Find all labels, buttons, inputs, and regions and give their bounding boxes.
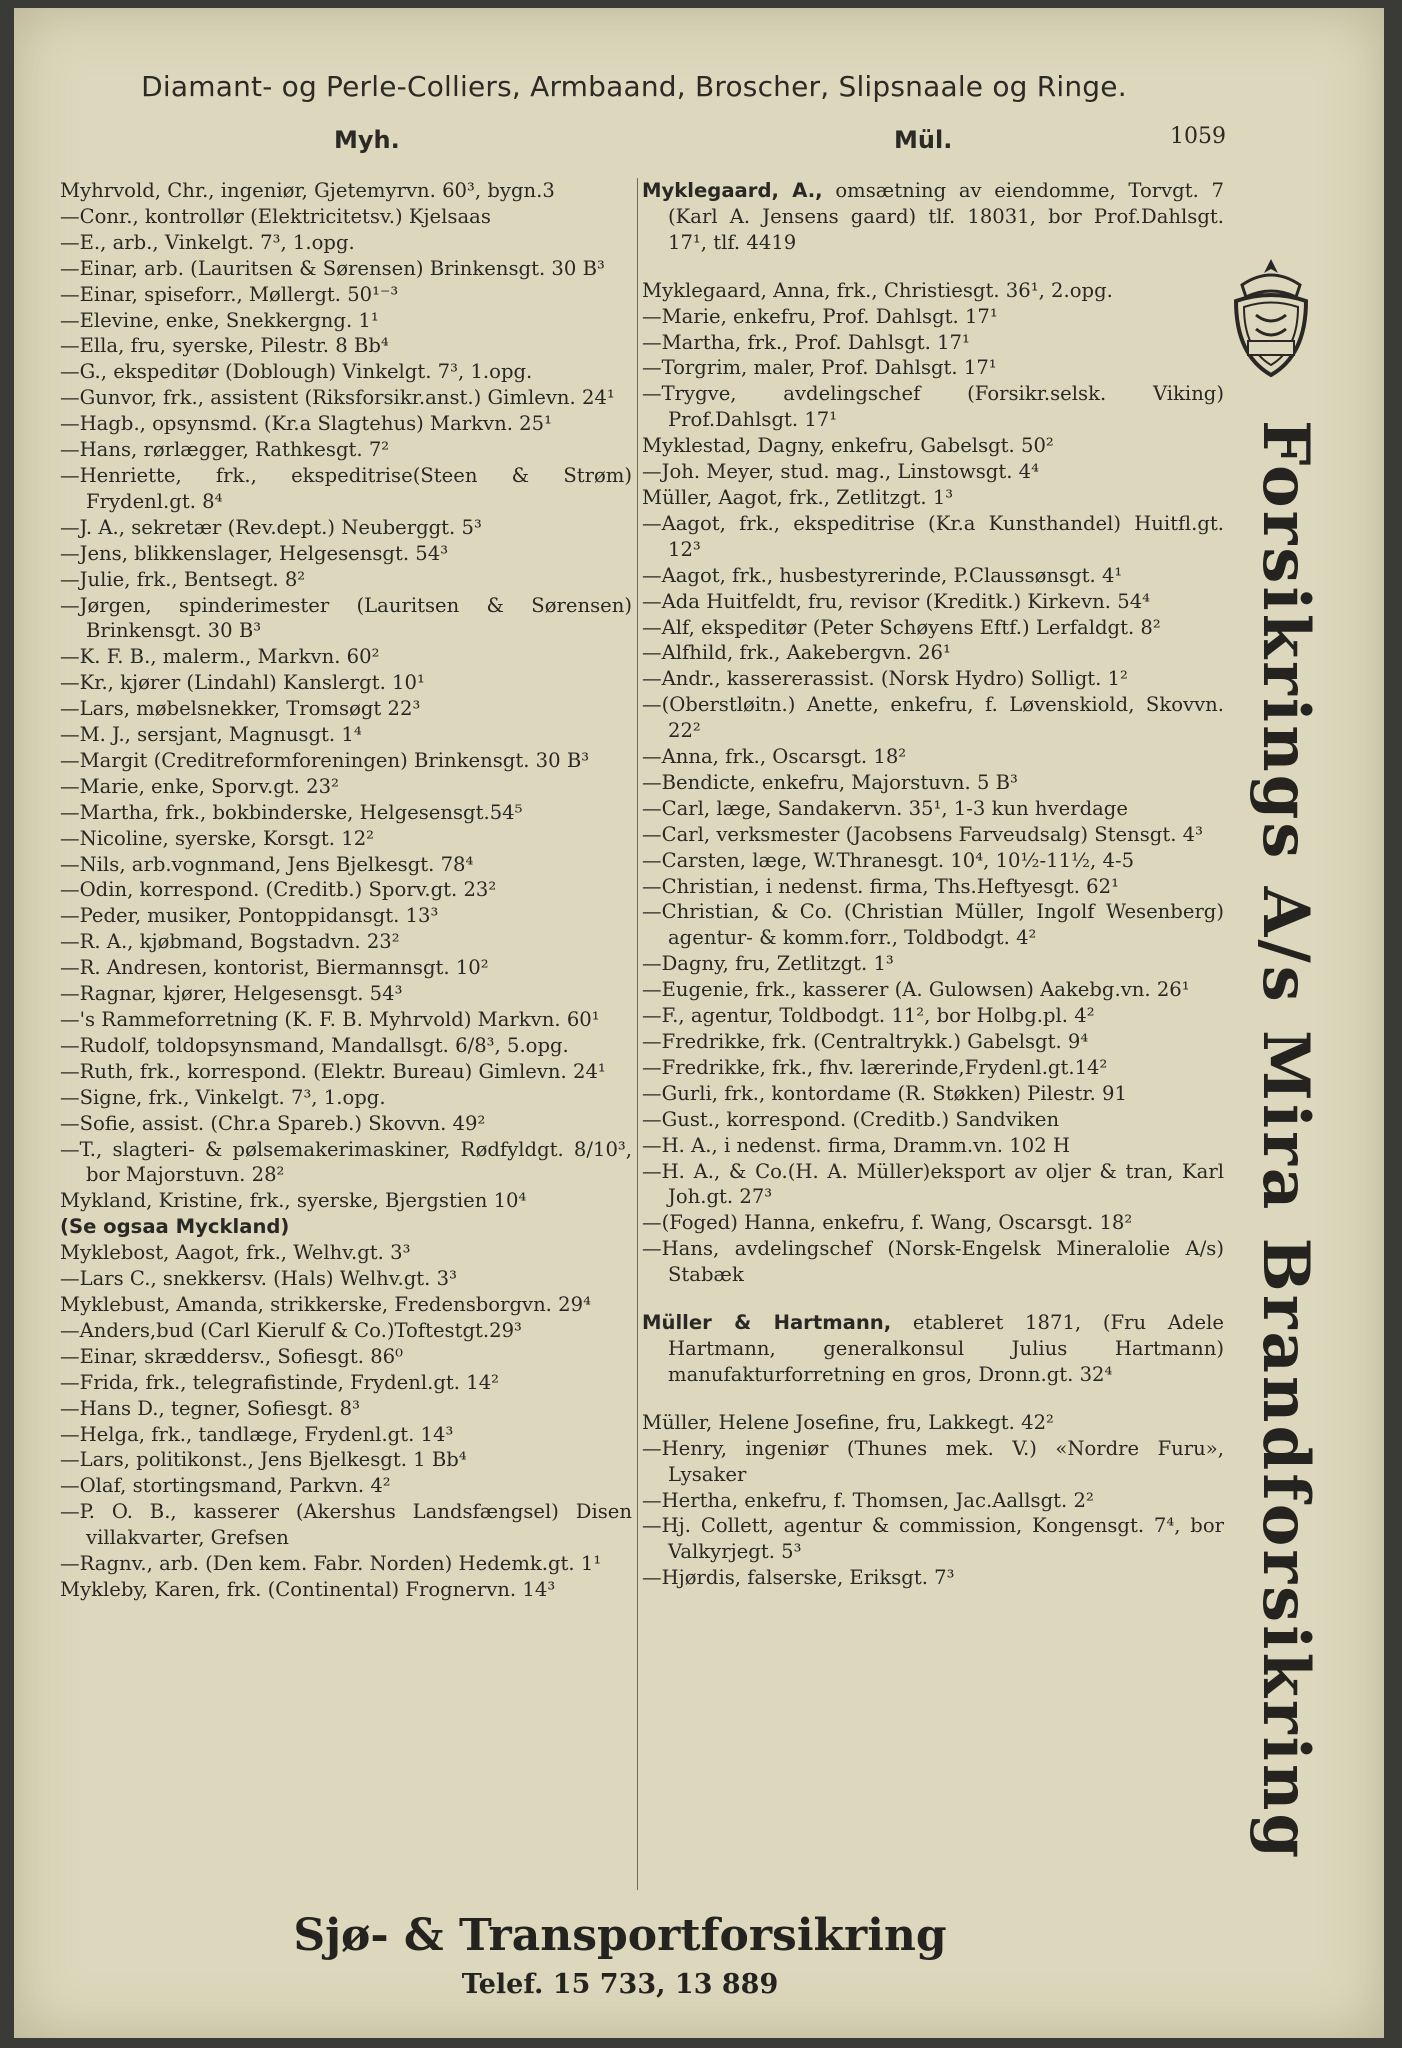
- entry-text: —Hans D., tegner, Sofiesgt. 8³: [60, 1396, 360, 1420]
- entry-text: —Einar, arb. (Lauritsen & Sørensen) Brinkensgt. 30 B³: [60, 256, 605, 280]
- directory-entry: [642, 770, 1224, 796]
- column-divider: [637, 178, 638, 1890]
- entry-text: —H. A., i nedenst. firma, Dramm.vn. 102 H: [642, 1133, 1070, 1157]
- directory-entry: [60, 1447, 632, 1473]
- directory-entry: [642, 355, 1224, 381]
- directory-entry: [60, 903, 632, 929]
- entry-text: Mykland, Kristine, frk., syerske, Bjergstien 10⁴: [60, 1189, 527, 1213]
- directory-entry: [642, 796, 1224, 822]
- entry-text: —Carsten, læge, W.Thranesgt. 10⁴, 10½-11½, 4-5: [642, 848, 1135, 872]
- directory-entry: [642, 330, 1224, 356]
- directory-entry: [60, 955, 632, 981]
- directory-entry: [60, 1370, 632, 1396]
- entry-text: —H. A., & Co.(H. A. Müller)eksport av oljer & tran, Karl Joh.gt. 27³: [642, 1159, 1224, 1209]
- entry-text: —Aagot, frk., husbestyrerinde, P.Claussønsgt. 4¹: [642, 563, 1123, 587]
- entry-text: —Trygve, avdelingschef (Forsikr.selsk. Viking) Prof.Dahlsgt. 17¹: [642, 382, 1224, 432]
- entry-text: —(Foged) Hanna, enkefru, f. Wang, Oscarsgt. 18²: [642, 1211, 1133, 1235]
- directory-entry: [60, 515, 632, 541]
- entry-text: —Carl, læge, Sandakervn. 35¹, 1-3 kun hverdage: [642, 796, 1128, 820]
- directory-entry: [642, 899, 1224, 951]
- entry-text: —Einar, skræddersv., Sofiesgt. 86⁰: [60, 1344, 403, 1368]
- entry-text: —Lars C., snekkersv. (Hals) Welhv.gt. 3³: [60, 1267, 457, 1291]
- directory-entry: [642, 744, 1224, 770]
- entry-lead: Myklegaard, A.,: [642, 179, 823, 202]
- directory-entry: [60, 437, 632, 463]
- entry-text: —'s Rammeforretning (K. F. B. Myhrvold) Markvn. 60¹: [60, 1008, 600, 1031]
- entry-text: —Martha, frk., Prof. Dahlsgt. 17¹: [642, 330, 970, 354]
- mira-seal-logo: [1222, 255, 1320, 381]
- directory-entry: [60, 230, 632, 256]
- entry-text: —Christian, i nedenst. firma, Ths.Heftyesgt. 62¹: [642, 874, 1119, 898]
- directory-entry: [642, 1159, 1224, 1211]
- directory-entry: [642, 1310, 1224, 1388]
- directory-entry: [60, 1007, 632, 1033]
- directory-entry: [60, 1292, 632, 1318]
- entry-text: —Carl, verksmester (Jacobsens Farveudsalg) Stensgt. 4³: [642, 822, 1203, 846]
- directory-entry: [60, 981, 632, 1007]
- directory-entry: [60, 1473, 632, 1499]
- directory-entry: [60, 852, 632, 878]
- directory-entry: [642, 615, 1224, 641]
- directory-entry: [642, 1003, 1224, 1029]
- entry-text: —Signe, frk., Vinkelgt. 7³, 1.opg.: [60, 1085, 386, 1109]
- bottom-ad-title: Sjø- & Transportforsikring: [293, 1910, 947, 1961]
- directory-entry: [642, 1210, 1224, 1236]
- entry-text: Myklegaard, Anna, frk., Christiesgt. 36¹, 2.opg.: [642, 278, 1113, 302]
- entry-text: —Hans, rørlægger, Rathkesgt. 7²: [60, 438, 390, 462]
- directory-entry: [60, 411, 632, 437]
- entry-text: —Marie, enkefru, Prof. Dahlsgt. 17¹: [642, 304, 998, 328]
- entry-text: —Peder, musiker, Pontoppidansgt. 13³: [60, 904, 439, 928]
- directory-entry: [642, 278, 1224, 304]
- entry-text: —Torgrim, maler, Prof. Dahlsgt. 17¹: [642, 356, 997, 380]
- entry-text: —T., slagteri- & pølsemakerimaskiner, Rødfyldgt. 8/10³, bor Majorstuvn. 28²: [60, 1137, 632, 1187]
- bottom-insurance-ad: [0, 1910, 1240, 2000]
- directory-entry: [60, 826, 632, 852]
- directory-entry: [60, 1318, 632, 1344]
- directory-entry: [642, 589, 1224, 615]
- entry-text: —Gunvor, frk., assistent (Riksforsikr.anst.) Gimlevn. 24¹: [60, 386, 615, 410]
- directory-entry: [642, 874, 1224, 900]
- entry-text: —Hagb., opsynsmd. (Kr.a Slagtehus) Markvn. 25¹: [60, 412, 552, 436]
- directory-entry: [60, 1422, 632, 1448]
- directory-entry: [60, 204, 632, 230]
- entry-text: —E., arb., Vinkelgt. 7³, 1.opg.: [60, 230, 355, 254]
- directory-entry: [642, 1513, 1224, 1565]
- entry-text: —Sofie, assist. (Chr.a Spareb.) Skovvn. 49²: [60, 1111, 486, 1135]
- entry-text: —F., agentur, Toldbodgt. 11², bor Holbg.pl. 4²: [642, 1004, 1095, 1028]
- entry-text: —Alfhild, frk., Aakebergvn. 26¹: [642, 641, 951, 665]
- right-guide-word: Mül.: [894, 126, 953, 154]
- entry-text: —Hertha, enkefru, f. Thomsen, Jac.Aallsgt. 2²: [642, 1488, 1094, 1512]
- directory-entry: [60, 1551, 632, 1577]
- directory-entry: [642, 640, 1224, 666]
- right-column: [642, 178, 1224, 1591]
- directory-entry: [60, 463, 632, 515]
- side-insurance-ad: Forsikrings A/s Mira Brandforsikring: [1248, 420, 1323, 1862]
- bottom-ad-phone: Telef. 15 733, 13 889: [461, 1969, 779, 2000]
- entry-text: —Bendicte, enkefru, Majorstuvn. 5 B³: [642, 770, 1018, 794]
- directory-entry: [60, 774, 632, 800]
- directory-entry: [60, 1499, 632, 1551]
- entry-text: Müller, Aagot, frk., Zetlitzgt. 1³: [642, 485, 954, 509]
- entry-text: —Marie, enke, Sporv.gt. 23²: [60, 774, 339, 798]
- entry-text: Myklebost, Aagot, frk., Welhv.gt. 3³: [60, 1241, 411, 1265]
- left-column: [60, 178, 632, 1603]
- directory-entry: [60, 333, 632, 359]
- directory-entry: [60, 722, 632, 748]
- directory-entry: [60, 567, 632, 593]
- directory-entry: [60, 1059, 632, 1085]
- entry-lead: Müller & Hartmann,: [642, 1311, 892, 1335]
- directory-entry: [60, 1396, 632, 1422]
- entry-text: —Christian, & Co. (Christian Müller, Ingolf Wesenberg) agentur- & komm.forr., Toldbodgt. 4²: [642, 900, 1224, 950]
- directory-entry: [60, 644, 632, 670]
- directory-entry: [642, 977, 1224, 1003]
- directory-entry: [642, 178, 1224, 256]
- directory-entry: [642, 304, 1224, 330]
- directory-entry: [60, 256, 632, 282]
- entry-text: —Anna, frk., Oscarsgt. 18²: [642, 745, 907, 769]
- entry-text: —Nicoline, syerske, Korsgt. 12²: [60, 826, 375, 850]
- entry-text: —Kr., kjører (Lindahl) Kanslergt. 10¹: [60, 671, 425, 695]
- entry-text: —Rudolf, toldopsynsmand, Mandallsgt. 6/8³, 5.opg.: [60, 1033, 569, 1057]
- entry-text: Myhrvold, Chr., ingeniør, Gjetemyrvn. 60³, bygn.3: [60, 179, 555, 202]
- top-banner-ad: Diamant- og Perle-Colliers, Armbaand, Broscher, Slipsnaale og Ringe.: [141, 70, 1127, 103]
- entry-text: —Julie, frk., Bentsegt. 8²: [60, 567, 306, 591]
- directory-entry: [60, 1266, 632, 1292]
- directory-entry: [60, 385, 632, 411]
- entry-text: etableret 1871, (Fru Adele Hartmann, generalkonsul Julius Hartmann) manufakturforretning en gros, Dronn.gt. 32⁴: [668, 1311, 1224, 1386]
- directory-entry: [60, 178, 632, 204]
- directory-entry: [642, 1565, 1224, 1591]
- entry-text: Myklebust, Amanda, strikkerske, Fredensborgvn. 29⁴: [60, 1292, 591, 1316]
- entry-text: —Ragnv., arb. (Den kem. Fabr. Norden) Hedemk.gt. 1¹: [60, 1552, 602, 1576]
- entry-text: Mykleby, Karen, frk. (Continental) Frognervn. 14³: [60, 1577, 556, 1601]
- entry-text: —Martha, frk., bokbinderske, Helgesensgt.54⁵: [60, 800, 523, 824]
- page-number: 1059: [1170, 124, 1226, 149]
- entry-text: —Hans, avdelingschef (Norsk-Engelsk Mineralolie A/s) Stabæk: [642, 1237, 1224, 1287]
- directory-entry: [60, 670, 632, 696]
- directory-entry: [642, 1133, 1224, 1159]
- entry-text: —Jørgen, spinderimester (Lauritsen & Sørensen) Brinkensgt. 30 B³: [60, 593, 632, 643]
- entry-text: (Se ogsaa Myckland): [60, 1215, 290, 1239]
- directory-entry: [642, 848, 1224, 874]
- directory-entry: [60, 1137, 632, 1189]
- entry-text: —Ragnar, kjører, Helgesensgt. 54³: [60, 982, 403, 1006]
- entry-text: —Andr., kassererassist. (Norsk Hydro) Solligt. 1²: [642, 667, 1128, 691]
- entry-text: —Hj. Collett, agentur & commission, Kongensgt. 7⁴, bor Valkyrjegt. 5³: [642, 1514, 1224, 1564]
- entry-text: —Einar, spiseforr., Møllergt. 50¹⁻³: [60, 282, 399, 306]
- directory-entry: [642, 563, 1224, 589]
- directory-entry: [60, 877, 632, 903]
- directory-entry: [60, 541, 632, 567]
- directory-entry: [642, 666, 1224, 692]
- left-guide-word: Myh.: [334, 126, 400, 154]
- entry-text: —Margit (Creditreformforeningen) Brinkensgt. 30 B³: [60, 748, 590, 772]
- directory-entry: [642, 1029, 1224, 1055]
- entry-text: —Helga, frk., tandlæge, Frydenl.gt. 14³: [60, 1422, 454, 1446]
- directory-entry: [642, 1488, 1224, 1514]
- entry-text: —(Oberstløitn.) Anette, enkefru, f. Løvenskiold, Skovvn. 22²: [642, 693, 1224, 743]
- entry-text: —R. Andresen, kontorist, Biermannsgt. 10²: [60, 956, 489, 980]
- entry-text: —Frida, frk., telegrafistinde, Frydenl.gt. 14²: [60, 1370, 500, 1394]
- entry-text: —P. O. B., kasserer (Akershus Landsfængsel) Disen villakvarter, Grefsen: [60, 1500, 632, 1550]
- directory-entry: [60, 1033, 632, 1059]
- entry-text: omsætning av eiendomme, Torvgt. 7 (Karl A. Jensens gaard) tlf. 18031, bor Prof.Dahlsgt. 17¹, tlf. 4419: [668, 179, 1225, 254]
- directory-entry: [60, 282, 632, 308]
- entry-text: —Odin, korrespond. (Creditb.) Sporv.gt. 23²: [60, 878, 497, 902]
- entry-text: —Olaf, stortingsmand, Parkvn. 4²: [60, 1474, 391, 1498]
- directory-entry: [60, 359, 632, 385]
- entry-text: —Hjørdis, falserske, Eriksgt. 7³: [642, 1566, 955, 1590]
- entry-text: —Lars, møbelsnekker, Tromsøgt 22³: [60, 697, 421, 721]
- directory-entry: [642, 433, 1224, 459]
- entry-text: —Alf, ekspeditør (Peter Schøyens Eftf.) Lerfaldgt. 8²: [642, 615, 1161, 639]
- entry-text: —Conr., kontrollør (Elektricitetsv.) Kjelsaas: [60, 204, 491, 228]
- entry-text: —M. J., sersjant, Magnusgt. 1⁴: [60, 723, 362, 747]
- entry-text: —Jens, blikkenslager, Helgesensgt. 54³: [60, 541, 449, 565]
- entry-text: —Ella, fru, syerske, Pilestr. 8 Bb⁴: [60, 334, 389, 358]
- directory-entry: [60, 1577, 632, 1603]
- directory-entry: [642, 459, 1224, 485]
- directory-entry: [642, 381, 1224, 433]
- directory-entry: [60, 1085, 632, 1111]
- entry-text: —Henry, ingeniør (Thunes mek. V.) «Nordre Furu», Lysaker: [642, 1436, 1224, 1486]
- directory-entry: [60, 1111, 632, 1137]
- directory-entry: [642, 1081, 1224, 1107]
- entry-text: —Dagny, fru, Zetlitzgt. 1³: [642, 952, 894, 976]
- entry-text: —Ruth, frk., korrespond. (Elektr. Bureau) Gimlevn. 24¹: [60, 1059, 606, 1083]
- directory-entry: [642, 511, 1224, 563]
- directory-entry: [60, 696, 632, 722]
- directory-entry: [60, 1214, 632, 1240]
- directory-entry: [60, 1188, 632, 1214]
- directory-entry: [60, 748, 632, 774]
- directory-entry: [642, 692, 1224, 744]
- entry-text: —Fredrikke, frk., fhv. lærerinde,Frydenl.gt.14²: [642, 1055, 1108, 1079]
- entry-text: —Eugenie, frk., kasserer (A. Gulowsen) Aakebg.vn. 26¹: [642, 978, 1190, 1002]
- entry-text: —Ada Huitfeldt, fru, revisor (Kreditk.) Kirkevn. 54⁴: [642, 589, 1151, 613]
- entry-text: —K. F. B., malerm., Markvn. 60²: [60, 645, 380, 669]
- directory-entry: [60, 308, 632, 334]
- entry-text: —Lars, politikonst., Jens Bjelkesgt. 1 Bb⁴: [60, 1448, 467, 1472]
- entry-text: —Elevine, enke, Snekkergng. 1¹: [60, 308, 379, 332]
- entry-text: Müller, Helene Josefine, fru, Lakkegt. 42²: [642, 1410, 1054, 1434]
- directory-entry: [642, 951, 1224, 977]
- entry-text: —G., ekspeditør (Doblough) Vinkelgt. 7³, 1.opg.: [60, 360, 533, 384]
- directory-entry: [60, 1240, 632, 1266]
- directory-entry: [642, 485, 1224, 511]
- entry-text: —Fredrikke, frk. (Centraltrykk.) Gabelsgt. 9⁴: [642, 1030, 1089, 1053]
- entry-text: —Joh. Meyer, stud. mag., Linstowsgt. 4⁴: [642, 460, 1039, 484]
- directory-entry: [642, 1436, 1224, 1488]
- entry-text: —J. A., sekretær (Rev.dept.) Neuberggt. 5³: [60, 515, 482, 539]
- directory-entry: [60, 800, 632, 826]
- entry-text: —Anders,bud (Carl Kierulf & Co.)Toftestgt.29³: [60, 1318, 522, 1342]
- directory-entry: [60, 929, 632, 955]
- entry-text: —Gurli, frk., kontordame (R. Støkken) Pilestr. 91: [642, 1081, 1127, 1105]
- directory-entry: [642, 1055, 1224, 1081]
- directory-entry: [642, 822, 1224, 848]
- directory-entry: [642, 1236, 1224, 1288]
- entry-text: Myklestad, Dagny, enkefru, Gabelsgt. 50²: [642, 434, 1054, 458]
- entry-text: —Nils, arb.vognmand, Jens Bjelkesgt. 78⁴: [60, 852, 474, 876]
- entry-text: —Henriette, frk., ekspeditrise(Steen & Strøm) Frydenl.gt. 8⁴: [60, 463, 632, 513]
- entry-text: —Gust., korrespond. (Creditb.) Sandviken: [642, 1107, 1060, 1131]
- directory-entry: [60, 593, 632, 645]
- directory-entry: [642, 1410, 1224, 1436]
- directory-entry: [642, 1107, 1224, 1133]
- entry-text: —R. A., kjøbmand, Bogstadvn. 23²: [60, 930, 400, 954]
- entry-text: —Aagot, frk., ekspeditrise (Kr.a Kunsthandel) Huitfl.gt. 12³: [642, 511, 1224, 561]
- directory-entry: [60, 1344, 632, 1370]
